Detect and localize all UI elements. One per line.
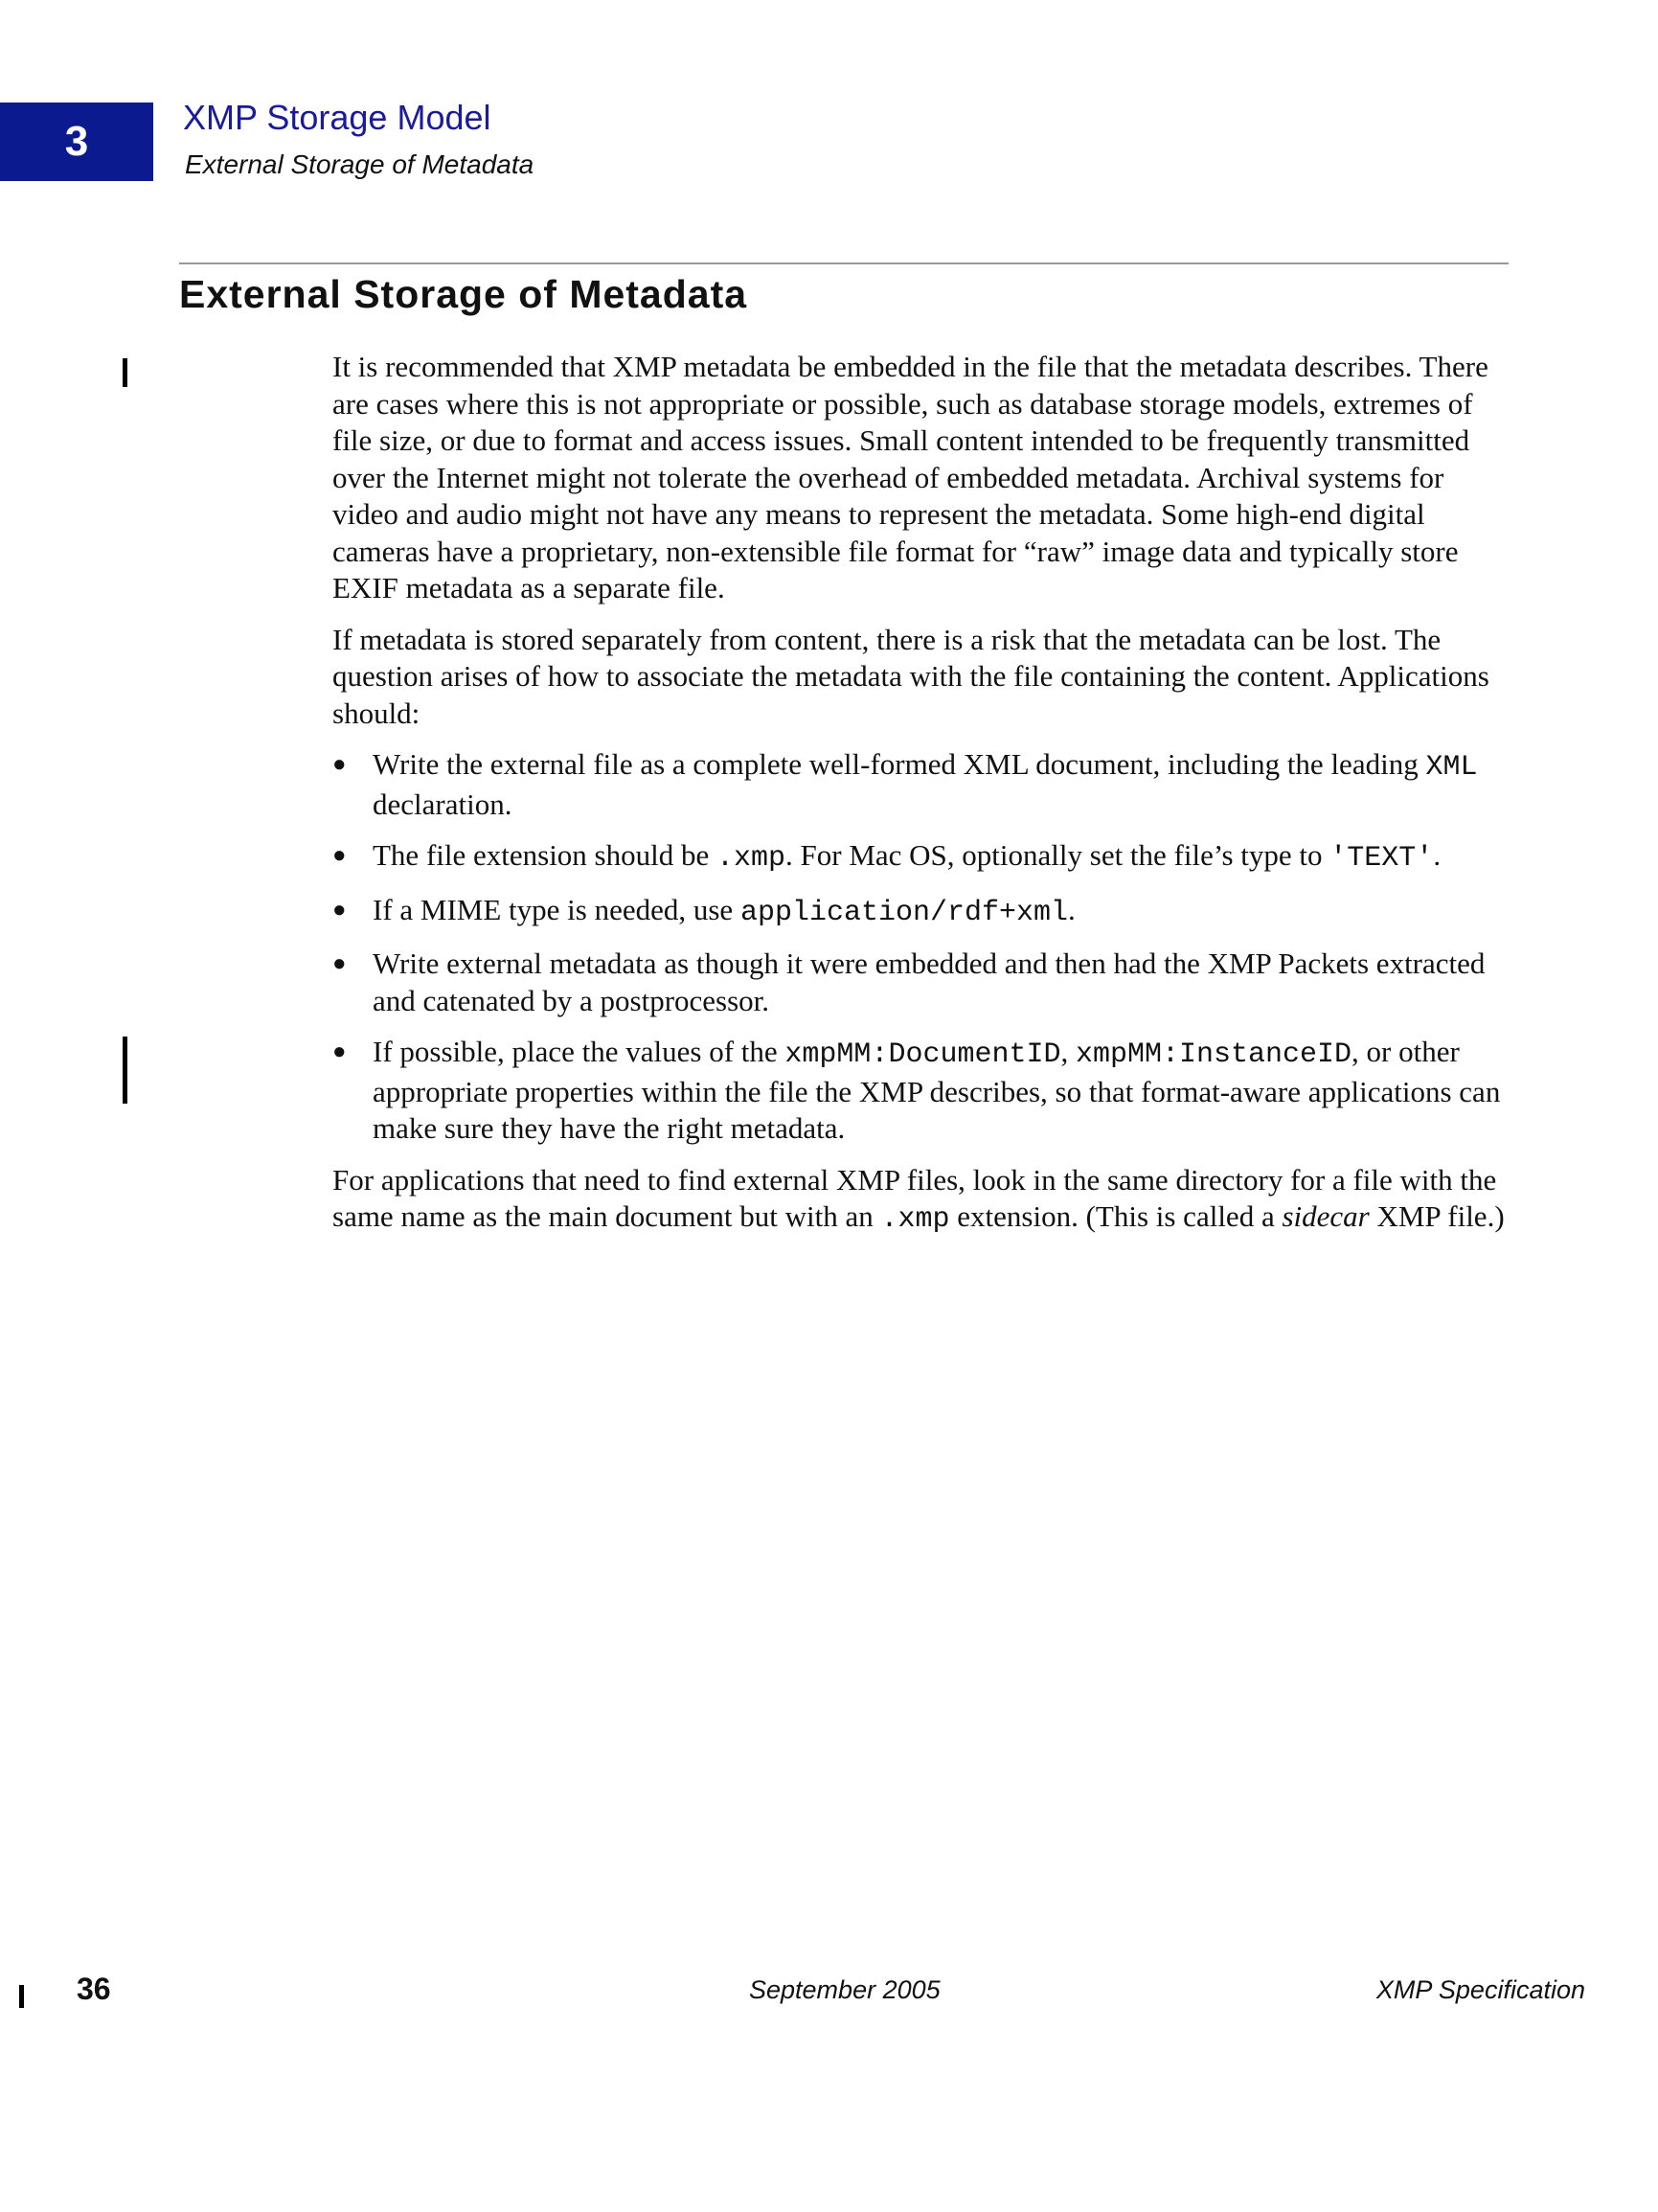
change-bar [19, 1985, 24, 2008]
body-text [332, 349, 1515, 1253]
running-header-subtitle: External Storage of Metadata [185, 149, 534, 179]
footer-document-title: XMP Specification [1375, 1975, 1585, 2004]
bullet-icon: ● [332, 897, 347, 923]
page-number: 36 [77, 1972, 111, 2006]
section-divider [179, 262, 1509, 264]
paragraph: If metadata is stored separately from content, there is a risk that the metadata can be lost. The question arises of how to associate the metadata with the file containing the content. Applications should: [332, 622, 1489, 730]
list-item: ● If possible, place the values of the xmpMM:DocumentID, xmpMM:InstanceID, or other appropriate properties within the file the XMP describes, so that format-aware applications can make sure they have the right metadata. [332, 1035, 1501, 1145]
list-item: ● Write the external file as a complete well-formed XML document, including the leading XML declaration. [332, 747, 1478, 821]
list-item: ● Write external metadata as though it were embedded and then had the XMP Packets extracted and catenated by a postprocessor. [332, 946, 1486, 1017]
change-bar [123, 358, 127, 387]
change-bar [123, 1037, 127, 1104]
chapter-number: 3 [64, 118, 89, 165]
bullet-icon: ● [332, 1039, 347, 1064]
bullet-icon: ● [332, 752, 347, 777]
list-item: ● The file extension should be .xmp. For Mac OS, optionally set the file’s type to 'TEXT'. [332, 838, 1442, 875]
list-item: ● If a MIME type is needed, use application/rdf+xml. [332, 892, 1076, 929]
section-title: External Storage of Metadata [179, 272, 748, 316]
bullet-icon: ● [332, 843, 347, 868]
bullet-icon: ● [332, 951, 347, 976]
chapter-number-tab [0, 103, 153, 181]
paragraph: It is recommended that XMP metadata be embedded in the file that the metadata describes. There are cases where this is not appropriate or possible, such as database storage models, extremes of file size, or due to format and access issues. Small content intended to be frequently transmitted over the Internet might not tolerate the overhead of embedded metadata. Archival systems for video and audio might not have any means to represent the metadata. Some high-end digital cameras have a proprietary, non-extensible file format for “raw” image data and typically store EXIF metadata as a separate file. [332, 350, 1488, 604]
footer-date: September 2005 [749, 1975, 941, 2004]
bullet-list [332, 746, 1515, 1148]
paragraph: For applications that need to find external XMP files, look in the same directory for a file with the same name as the main document but with an .xmp extension. (This is called a sidecar XMP file.) [332, 1162, 1505, 1236]
running-header-title: XMP Storage Model [183, 98, 491, 137]
